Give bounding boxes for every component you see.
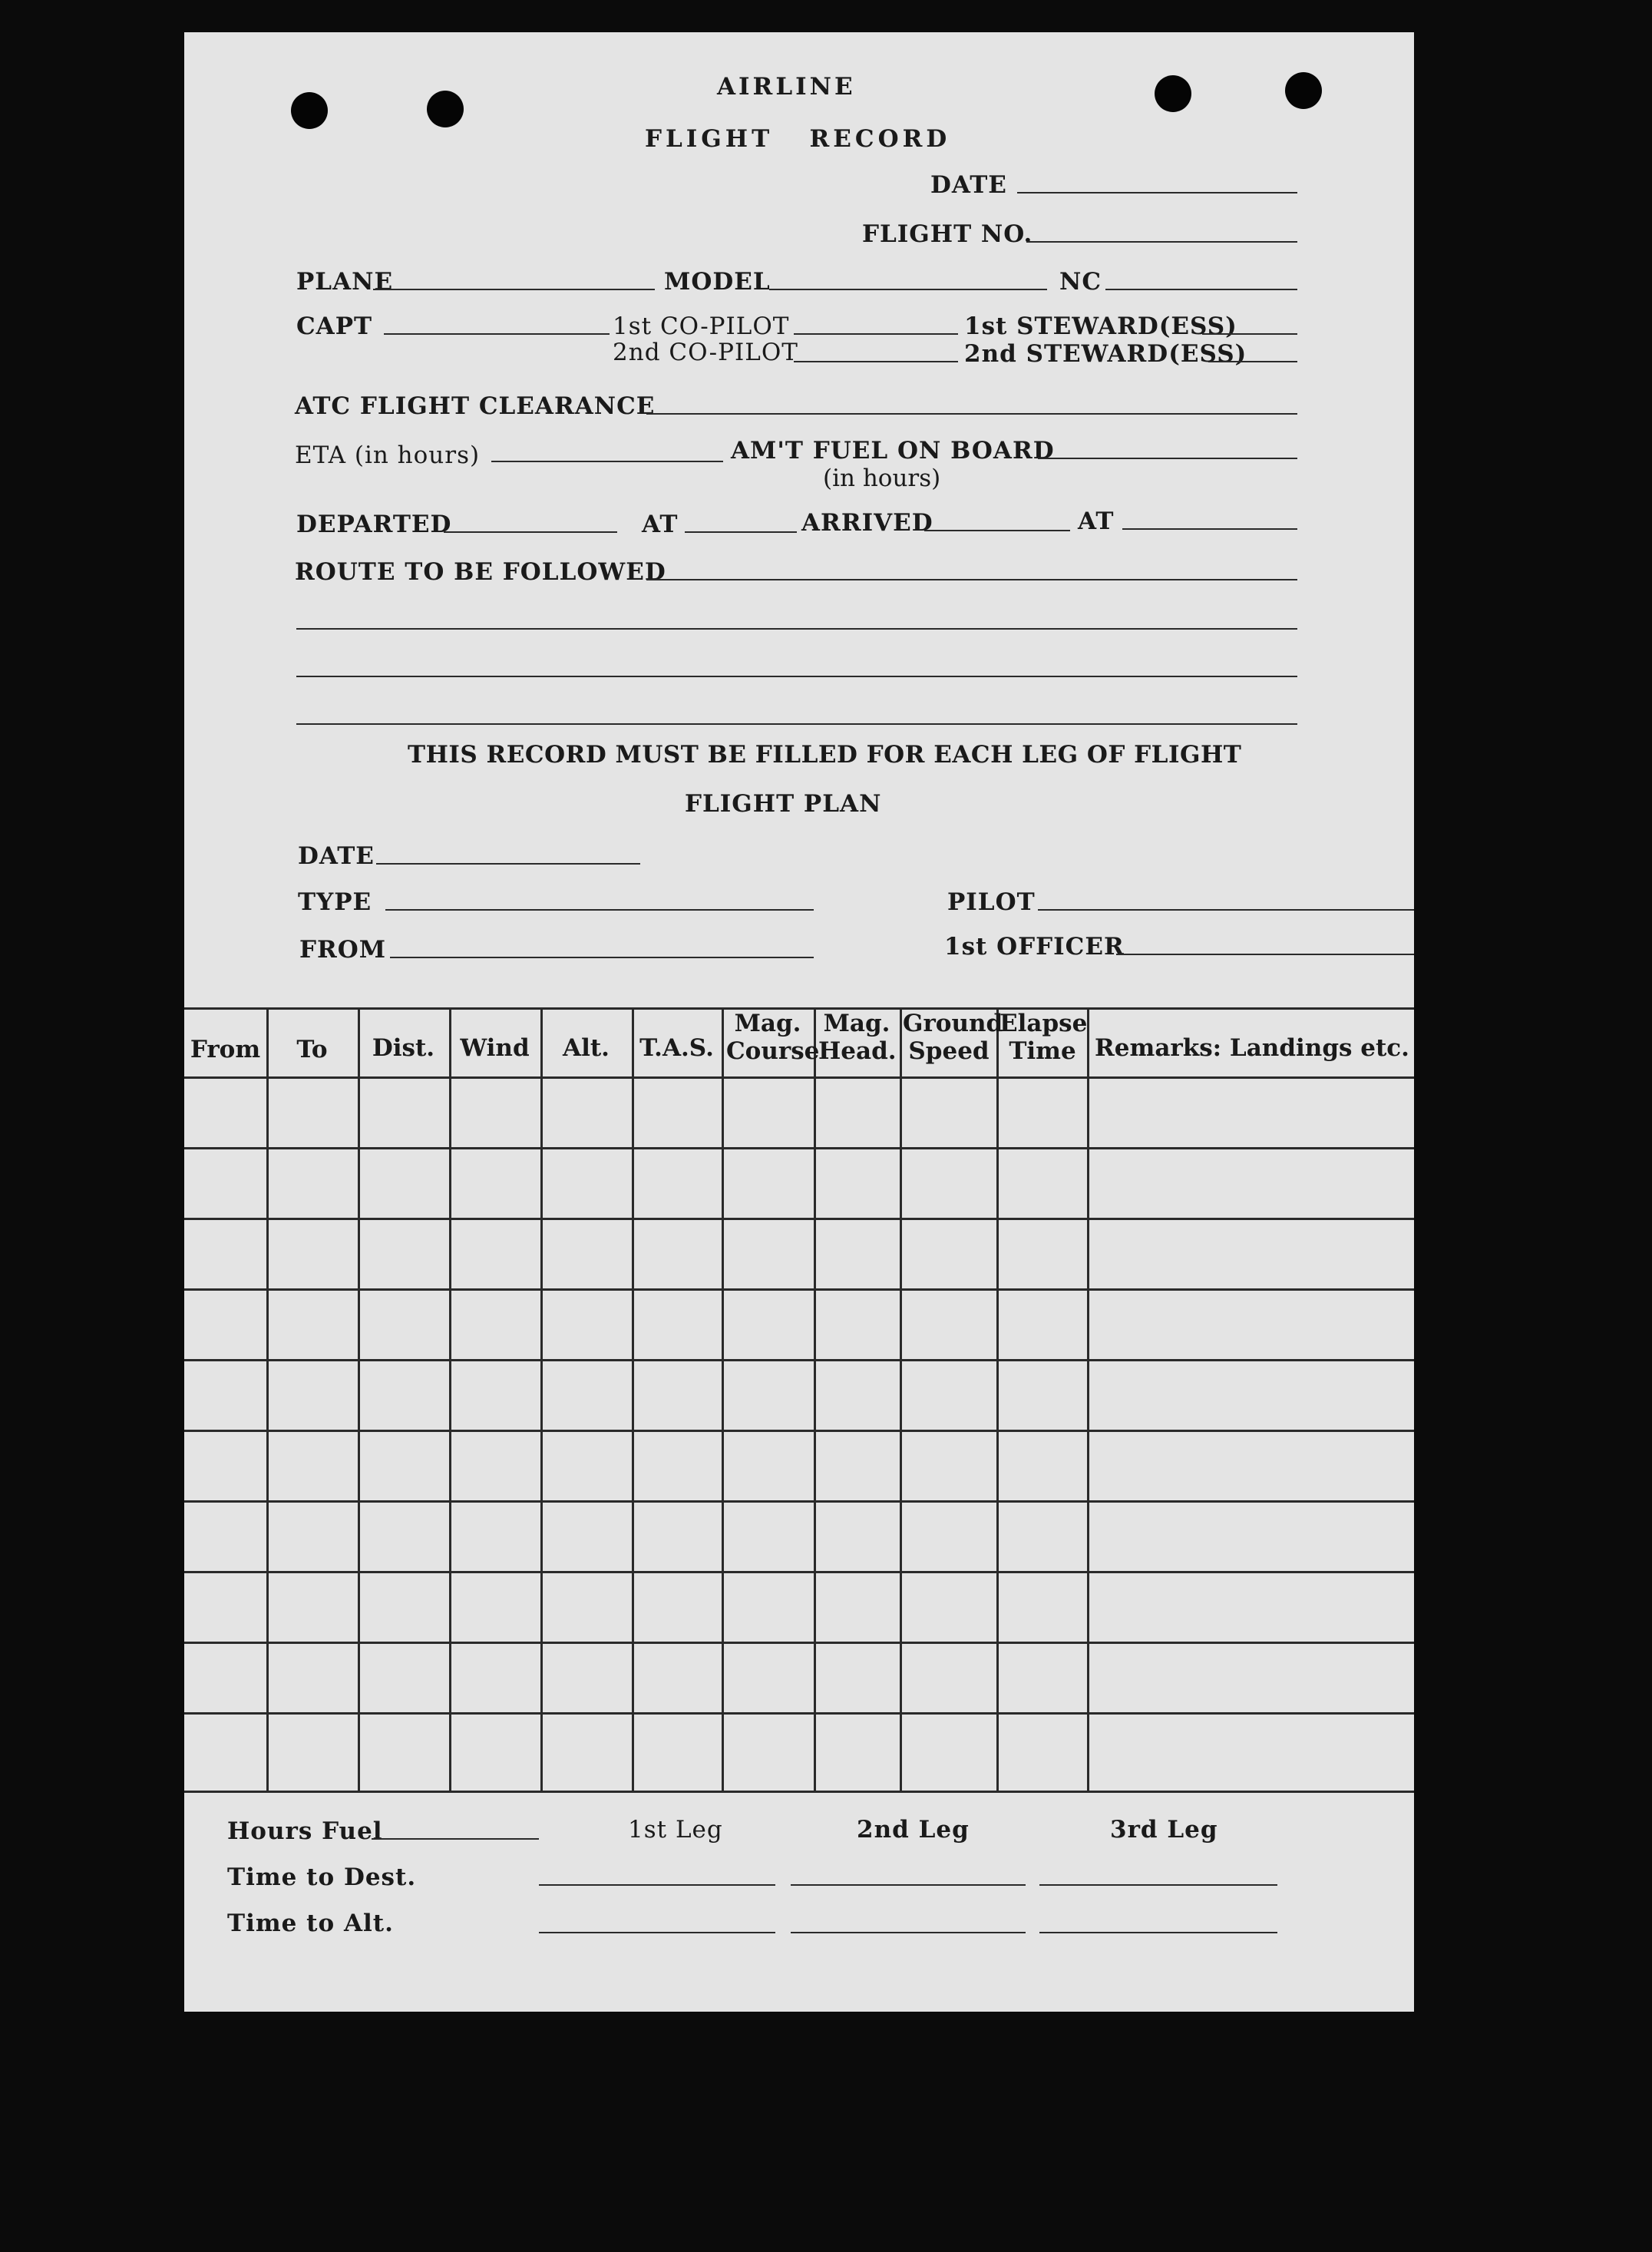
atc-clearance-label: ATC FLIGHT CLEARANCE (295, 392, 656, 420)
table-col-line (722, 1007, 724, 1791)
hours-fuel-label: Hours Fuel (227, 1817, 383, 1845)
table-header-border (184, 1076, 1414, 1079)
leg-notice: THIS RECORD MUST BE FILLED FOR EACH LEG OF FLIGHT (408, 741, 1242, 769)
plan-date-label: DATE (298, 842, 375, 870)
arrived-at-label: AT (1078, 508, 1115, 535)
table-col-line (900, 1007, 902, 1791)
table-col-line (449, 1007, 451, 1791)
leg-1-label: 1st Leg (628, 1816, 723, 1844)
flight-log-table (184, 32, 1414, 2012)
table-col-line (996, 1007, 999, 1791)
table-row-line (184, 1571, 1414, 1573)
col-header-ground-speed: Ground Speed (903, 1010, 1003, 1065)
table-row-line (184, 1500, 1414, 1503)
leg-2-label: 2nd Leg (857, 1816, 970, 1844)
col-header-wind: Wind (460, 1034, 530, 1062)
table-col-line (632, 1007, 634, 1791)
col-header-to: To (296, 1036, 328, 1063)
col-header-alt: Alt. (563, 1034, 610, 1062)
col-header-mag-course: Mag. Course (726, 1010, 820, 1065)
plane-label: PLANE (296, 268, 394, 296)
time-to-dest-leg-3[interactable] (1039, 1884, 1277, 1886)
col-header-from: From (190, 1036, 261, 1063)
table-row-line (184, 1288, 1414, 1291)
hours-fuel-field[interactable] (372, 1838, 539, 1840)
time-to-dest-leg-2[interactable] (791, 1884, 1026, 1886)
time-to-alt-label: Time to Alt. (227, 1910, 394, 1937)
col-header-dist: Dist. (372, 1034, 435, 1062)
time-to-dest-leg-1[interactable] (539, 1884, 775, 1886)
col-header-remarks: Remarks: Landings etc. (1095, 1034, 1409, 1062)
plan-from-label: FROM (299, 936, 387, 964)
co-pilot-2-label: 2nd CO-PILOT (613, 339, 798, 366)
departed-label: DEPARTED (296, 511, 452, 538)
col-header-elapse-time: Elapse Time (999, 1010, 1088, 1065)
table-col-line (1087, 1007, 1089, 1791)
table-col-line (814, 1007, 816, 1791)
departed-at-label: AT (642, 511, 679, 538)
nc-label: NC (1059, 268, 1102, 296)
fuel-note: (in hours) (823, 465, 941, 492)
table-bottom-border (184, 1791, 1414, 1793)
table-row-line (184, 1147, 1414, 1149)
col-header-mag-head: Mag. Head. (818, 1010, 897, 1065)
arrived-label: ARRIVED (801, 509, 933, 537)
table-col-line (266, 1007, 269, 1791)
time-to-alt-leg-2[interactable] (791, 1932, 1026, 1933)
plan-type-label: TYPE (298, 888, 372, 916)
flight-plan-title: FLIGHT PLAN (685, 790, 882, 818)
table-col-line (358, 1007, 360, 1791)
route-label: ROUTE TO BE FOLLOWED (295, 558, 666, 586)
table-col-line (540, 1007, 543, 1791)
plan-pilot-label: PILOT (947, 888, 1036, 916)
eta-label: ETA (in hours) (295, 441, 481, 469)
table-row-line (184, 1430, 1414, 1432)
flight-record-form (184, 32, 1414, 2012)
model-label: MODEL (664, 268, 771, 296)
time-to-dest-label: Time to Dest. (227, 1863, 417, 1891)
table-row-line (184, 1642, 1414, 1644)
table-row-line (184, 1218, 1414, 1220)
table-row-line (184, 1359, 1414, 1361)
table-row-line (184, 1712, 1414, 1715)
form-title-flight-record: FLIGHT RECORD (645, 125, 951, 153)
form-title-airline: AIRLINE (717, 73, 856, 101)
col-header-tas: T.A.S. (639, 1034, 714, 1062)
capt-label: CAPT (296, 313, 373, 340)
co-pilot-1-label: 1st CO-PILOT (613, 313, 790, 340)
time-to-alt-leg-1[interactable] (539, 1932, 775, 1933)
time-to-alt-leg-3[interactable] (1039, 1932, 1277, 1933)
leg-3-label: 3rd Leg (1110, 1816, 1218, 1844)
flight-no-label: FLIGHT NO. (862, 220, 1033, 248)
steward-2-label: 2nd STEWARD(ESS) (964, 340, 1247, 368)
steward-1-label: 1st STEWARD(ESS) (964, 313, 1237, 340)
fuel-label: AM'T FUEL ON BOARD (731, 437, 1055, 465)
date-label: DATE (930, 171, 1007, 199)
plan-officer-label: 1st OFFICER (944, 933, 1125, 961)
